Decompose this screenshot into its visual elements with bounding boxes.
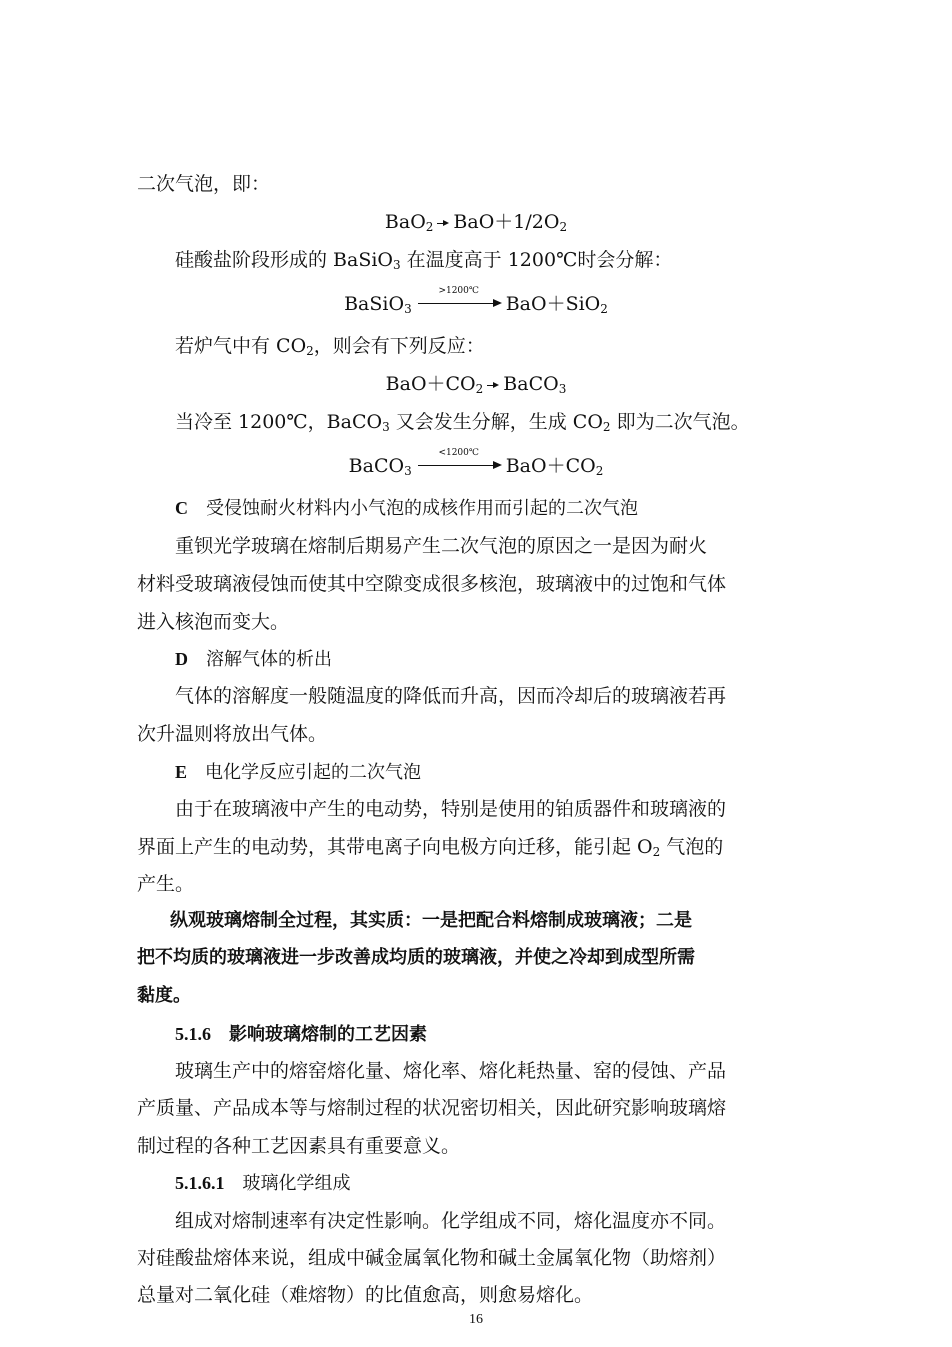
text-fragment: 气泡的 [660, 836, 724, 858]
text-line [137, 835, 727, 864]
reaction-arrow-icon [487, 380, 499, 390]
eq1-reactant: BaO [384, 211, 426, 233]
heading-number: E [175, 762, 188, 782]
text-line: 重钡光学玻璃在熔制后期易产生二次气泡的原因之一是因为耐火 [175, 535, 708, 557]
text-fragment: 在温度高于 1200℃时会分解： [400, 249, 673, 271]
text-line: 组成对熔制速率有决定性影响。化学组成不同，熔化温度亦不同。 [175, 1210, 727, 1232]
text-line: 二次气泡，即： [137, 173, 271, 195]
text-line: 产生。 [137, 873, 195, 895]
reaction-condition: <1200℃ [438, 448, 479, 458]
subscript: 3 [558, 382, 567, 396]
heading-text: 玻璃化学组成 [242, 1173, 351, 1194]
equation-4 [0, 448, 952, 483]
subscript: 2 [600, 302, 608, 316]
text-line: 材料受玻璃液侵蚀而使其中空隙变成很多核泡，玻璃液中的过饱和气体 [137, 573, 727, 595]
eq2-product: BaO＋SiO [505, 293, 601, 315]
text-line [175, 410, 765, 439]
subscript: 3 [393, 258, 401, 272]
heading-text: 溶解气体的析出 [206, 649, 332, 670]
text-fragment: ，则会有下列反应： [313, 335, 485, 357]
text-line [175, 334, 765, 363]
text-fragment: 又会发生分解，生成 CO [389, 411, 603, 433]
text-fragment: 界面上产生的电动势，其带电离子向电极方向迁移，能引起 O [137, 836, 653, 858]
eq2-reactant: BaSiO [344, 293, 405, 315]
subscript: 2 [475, 382, 484, 396]
heading-number: 5.1.6.1 [175, 1173, 225, 1193]
page-number: 16 [469, 1312, 483, 1327]
text-fragment: 硅酸盐阶段形成的 BaSiO [175, 249, 393, 271]
eq1-product: BaO＋1/2O [453, 211, 560, 233]
section-heading-5-1-6 [175, 1022, 765, 1047]
text-line: 纵观玻璃熔制全过程，其实质：一是把配合料熔制成玻璃液；二是 [170, 910, 692, 931]
text-line: 黏度。 [137, 985, 191, 1006]
eq3-product: BaCO [503, 373, 559, 395]
text-fragment: 即为二次气泡。 [610, 411, 750, 433]
text-line [175, 248, 765, 277]
equation-3 [0, 372, 952, 401]
subscript: 2 [595, 464, 604, 478]
text-line: 对硅酸盐熔体来说，组成中碱金属氧化物和碱土金属氧化物（助熔剂） [137, 1247, 727, 1269]
heading-number: 5.1.6 [175, 1024, 211, 1044]
text-fragment: 若炉气中有 CO [175, 335, 307, 357]
section-heading-c [175, 496, 765, 521]
eq4-reactant: BaCO [348, 455, 405, 477]
subscript: 2 [652, 845, 661, 859]
reaction-arrow-icon [416, 448, 502, 472]
text-line: 气体的溶解度一般随温度的降低而升高，因而冷却后的玻璃液若再 [175, 685, 727, 707]
heading-text: 电化学反应引起的二次气泡 [205, 762, 422, 783]
subscript: 2 [425, 220, 434, 234]
text-line: 产质量、产品成本等与熔制过程的状况密切相关，因此研究影响玻璃熔 [137, 1097, 727, 1119]
text-line: 由于在玻璃液中产生的电动势，特别是使用的铂质器件和玻璃液的 [175, 798, 727, 820]
section-heading-5-1-6-1 [175, 1171, 765, 1196]
reaction-arrow-icon [416, 286, 502, 310]
eq4-product: BaO＋CO [505, 455, 596, 477]
equation-2 [0, 286, 952, 321]
subscript: 3 [404, 302, 412, 316]
subscript: 3 [382, 420, 390, 434]
text-line: 进入核泡而变大。 [137, 611, 290, 633]
eq3-reactant: BaO＋CO [385, 373, 476, 395]
section-heading-d [175, 647, 765, 672]
heading-number: D [175, 649, 188, 669]
text-line: 玻璃生产中的熔窑熔化量、熔化率、熔化耗热量、窑的侵蚀、产品 [175, 1060, 727, 1082]
text-line: 把不均质的玻璃液进一步改善成均质的玻璃液，并使之冷却到成型所需 [137, 947, 695, 968]
text-line: 制过程的各种工艺因素具有重要意义。 [137, 1135, 461, 1157]
heading-text: 受侵蚀耐火材料内小气泡的成核作用而引起的二次气泡 [206, 498, 638, 519]
subscript: 2 [602, 420, 611, 434]
reaction-condition: >1200℃ [438, 286, 479, 296]
subscript: 3 [404, 464, 412, 478]
subscript: 2 [306, 344, 314, 358]
heading-number: C [175, 498, 188, 518]
text-line: 次升温则将放出气体。 [137, 723, 328, 745]
text-line: 总量对二氧化硅（难熔物）的比值愈高，则愈易熔化。 [137, 1284, 594, 1306]
heading-text: 影响玻璃熔制的工艺因素 [229, 1024, 427, 1045]
reaction-arrow-icon [437, 218, 449, 228]
subscript: 2 [559, 220, 568, 234]
section-heading-e [175, 760, 765, 785]
equation-1 [0, 210, 952, 239]
text-fragment: 当冷至 1200℃，BaCO [175, 411, 383, 433]
